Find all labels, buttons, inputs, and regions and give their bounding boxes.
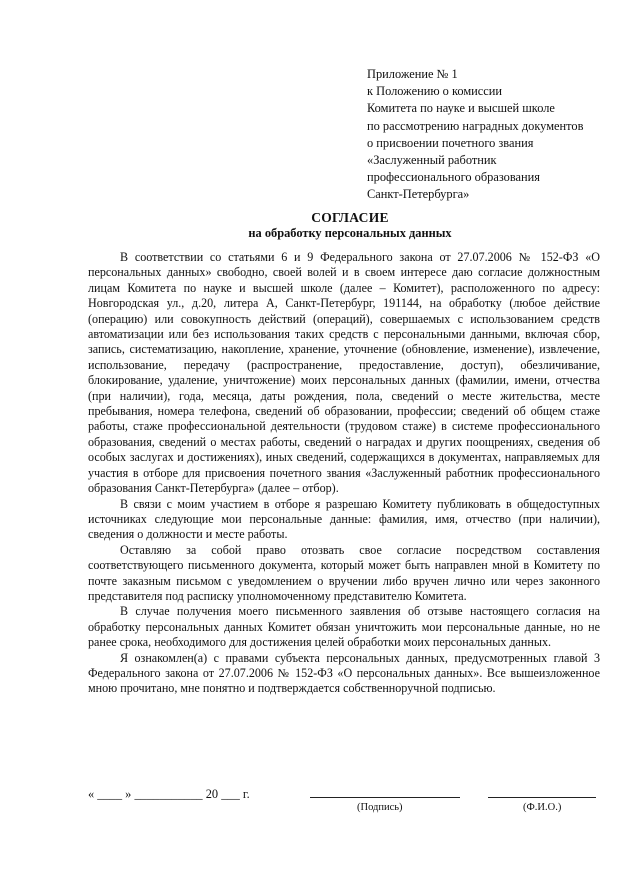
appendix-line: к Положению о комиссии (367, 84, 503, 99)
appendix-line: «Заслуженный работник (367, 153, 497, 168)
body-paragraph: Оставляю за собой право отозвать свое согласие посредством составления соответствующего письменного документа, который может быть направлен мной в Комитету по почте заказным письмом с уведомлением о вручении либо вручен лично или через законного представителя под расписку уполномоченному представителю Комитета. (88, 542, 600, 603)
signature-line (310, 797, 460, 798)
body-paragraph: В случае получения моего письменного заявления об отзыве настоящего согласия на обработку персональных данных Комитет обязан уничтожить мои персональные данные, но не ранее срока, необходимого для достижения целей обработки моих персональных данных. (88, 604, 600, 650)
appendix-line: по рассмотрению наградных документов (367, 118, 584, 133)
document-subtitle: на обработку персональных данных (248, 226, 452, 240)
body-paragraph: В соответствии со статьями 6 и 9 Федерального закона от 27.07.2006 № 152-ФЗ «О персональных данных» свободно, своей волей и в своем интересе даю согласие должностным лицам Комитета по науке и высшей школе (далее – Комитет), расположенного по адресу: Новгородская ул., д.20, литера А, Санкт-Петербург, 191144, на обработку (любое действие (операцию) или совокупность действий (операций), совершаемых с использованием средств автоматизации или без использования таких средств с персональными данными, включая сбор, запись, систематизацию, накопление, хранение, уточнение (обновление, изменение), извлечение, использование, передачу (распространение, предоставление, доступ), обезличивание, блокирование, удаление, уничтожение) моих персональных данных (фамилии, имени, отчества (при наличии), года, месяца, даты рождения, пола, сведений о месте жительства, месте пребывания, номера телефона, сведений об образовании, профессии; сведений об общем стаже работы, стаже профессиональной деятельности (трудовом стаже) в системе профессионального образования, сведений о местах работы, сведений о наградах и других поощрениях, сведения об особых заслугах и достижениях), иных сведений, содержащихся в документах, направляемых для участия в отборе для присвоения почетного звания «Заслуженный работник профессионального образования Санкт-Петербурга» (далее – отбор). (88, 250, 600, 496)
document-title: СОГЛАСИЕ (311, 210, 389, 225)
appendix-line: Приложение № 1 (367, 67, 458, 81)
name-caption: (Ф.И.О.) (523, 802, 562, 813)
body-paragraph: В связи с моим участием в отборе я разрешаю Комитету публиковать в общедоступных источниках следующие мои персональные данные: фамилия, имя, отчество (при наличии), сведения о должности и месте работы. (88, 496, 600, 542)
document-body (88, 250, 600, 697)
signature-caption: (Подпись) (357, 802, 403, 813)
appendix-line: Санкт-Петербурга» (367, 187, 470, 202)
date-line: « ____ » ___________ 20 ___ г. (88, 787, 250, 801)
appendix-line: профессионального образования (367, 170, 541, 185)
name-line (488, 797, 596, 798)
body-paragraph: Я ознакомлен(а) с правами субъекта персональных данных, предусмотренных главой 3 Федерального закона от 27.07.2006 № 152-ФЗ «О персональных данных». Все вышеизложенное мною прочитано, мне понятно и подтверждается собственноручной подписью. (88, 650, 600, 696)
appendix-line: о присвоении почетного звания (367, 135, 534, 150)
appendix-line: Комитета по науке и высшей школе (367, 101, 555, 116)
appendix-header (367, 66, 617, 204)
